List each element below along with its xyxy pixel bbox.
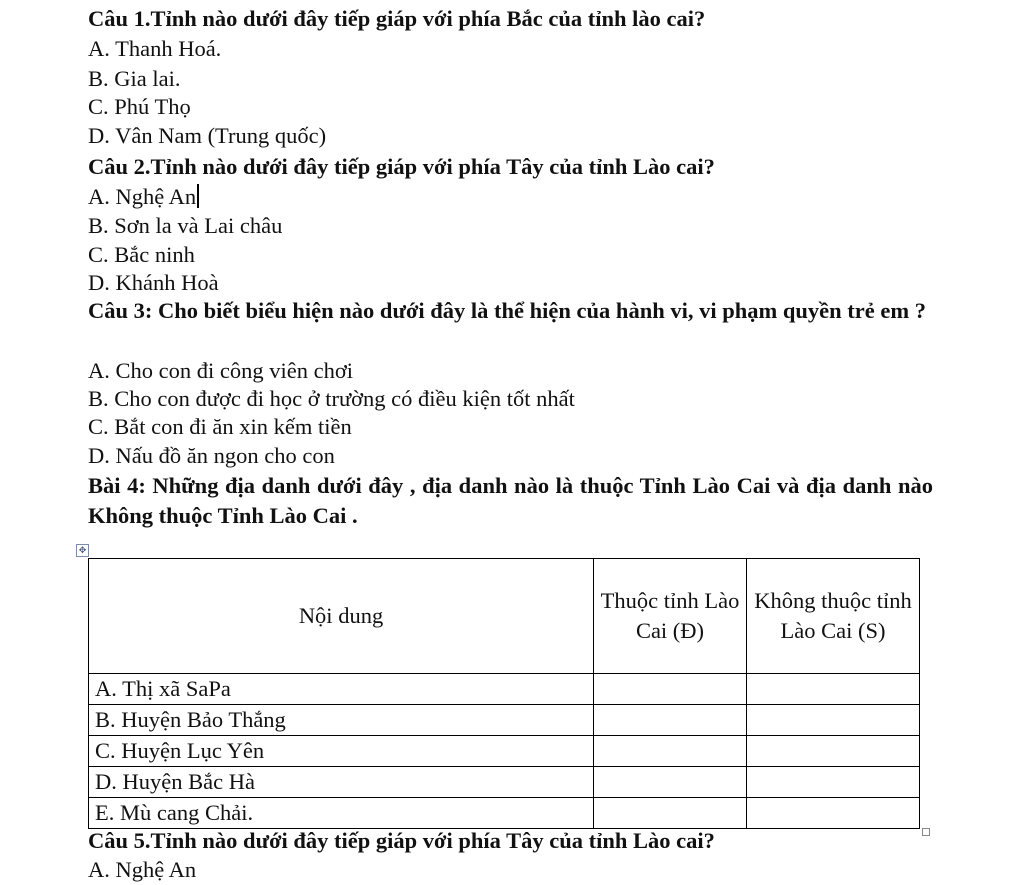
q1-option-c: C. Phú Thọ <box>88 94 191 119</box>
question-3-title: Câu 3: Cho biết biểu hiện nào dưới đây là thể hiện của hành vi, vi phạm quyền trẻ em ? <box>88 298 926 323</box>
q2-option-b: B. Sơn la và Lai châu <box>88 213 283 238</box>
table-move-handle-icon[interactable]: ✥ <box>76 544 89 557</box>
table-row <box>89 798 920 829</box>
q3-option-c: C. Bắt con đi ăn xin kếm tiền <box>88 414 352 439</box>
answer-cell-s[interactable] <box>747 674 920 705</box>
question-5-title: Câu 5.Tỉnh nào dưới đây tiếp giáp với phía Tây của tỉnh Lào cai? <box>88 828 715 853</box>
answer-cell-d[interactable] <box>594 736 747 767</box>
q2-option-c: C. Bắc ninh <box>88 242 195 267</box>
answer-cell-d[interactable] <box>594 705 747 736</box>
row-label: C. Huyện Lục Yên <box>89 736 594 767</box>
q2-option-a-text: A. Nghệ An <box>88 184 197 209</box>
answer-cell-d[interactable] <box>594 798 747 829</box>
row-label: B. Huyện Bảo Thắng <box>89 705 594 736</box>
row-label: E. Mù cang Chải. <box>89 798 594 829</box>
q1-option-b: B. Gia lai. <box>88 66 181 91</box>
answer-cell-s[interactable] <box>747 798 920 829</box>
q5-option-a: A. Nghệ An <box>88 857 197 882</box>
answer-cell-s[interactable] <box>747 705 920 736</box>
q3-option-a: A. Cho con đi công viên chơi <box>88 358 353 383</box>
answer-cell-s[interactable] <box>747 767 920 798</box>
q1-option-a: A. Thanh Hoá. <box>88 36 222 61</box>
header-not-belongs: Không thuộc tỉnh Lào Cai (S) <box>747 559 920 674</box>
table-row <box>89 705 920 736</box>
q1-option-d: D. Vân Nam (Trung quốc) <box>88 123 327 148</box>
q2-option-d: D. Khánh Hoà <box>88 270 219 295</box>
question-1-title: Câu 1.Tỉnh nào dưới đây tiếp giáp với phía Bắc của tỉnh lào cai? <box>88 6 706 31</box>
row-label: D. Huyện Bắc Hà <box>89 767 594 798</box>
row-label: A. Thị xã SaPa <box>89 674 594 705</box>
table-resize-handle[interactable] <box>922 828 930 836</box>
q2-option-a[interactable] <box>88 182 199 212</box>
q3-option-b: B. Cho con được đi học ở trường có điều kiện tốt nhất <box>88 386 575 411</box>
table-header-row <box>89 559 920 674</box>
header-content: Nội dung <box>89 559 594 674</box>
table-row <box>89 674 920 705</box>
q3-option-d: D. Nấu đồ ăn ngon cho con <box>88 443 335 468</box>
table-row <box>89 736 920 767</box>
text-cursor <box>197 184 199 208</box>
answer-cell-d[interactable] <box>594 767 747 798</box>
answer-cell-d[interactable] <box>594 674 747 705</box>
question-4-title: Bài 4: Những địa danh dưới đây , địa danh nào là thuộc Tỉnh Lào Cai và địa danh nào Không thuộc Tỉnh Lào Cai . <box>88 473 933 528</box>
header-belongs: Thuộc tỉnh Lào Cai (Đ) <box>594 559 747 674</box>
places-table <box>88 558 920 829</box>
answer-cell-s[interactable] <box>747 736 920 767</box>
question-2-title: Câu 2.Tỉnh nào dưới đây tiếp giáp với phía Tây của tỉnh Lào cai? <box>88 154 715 179</box>
table-row <box>89 767 920 798</box>
